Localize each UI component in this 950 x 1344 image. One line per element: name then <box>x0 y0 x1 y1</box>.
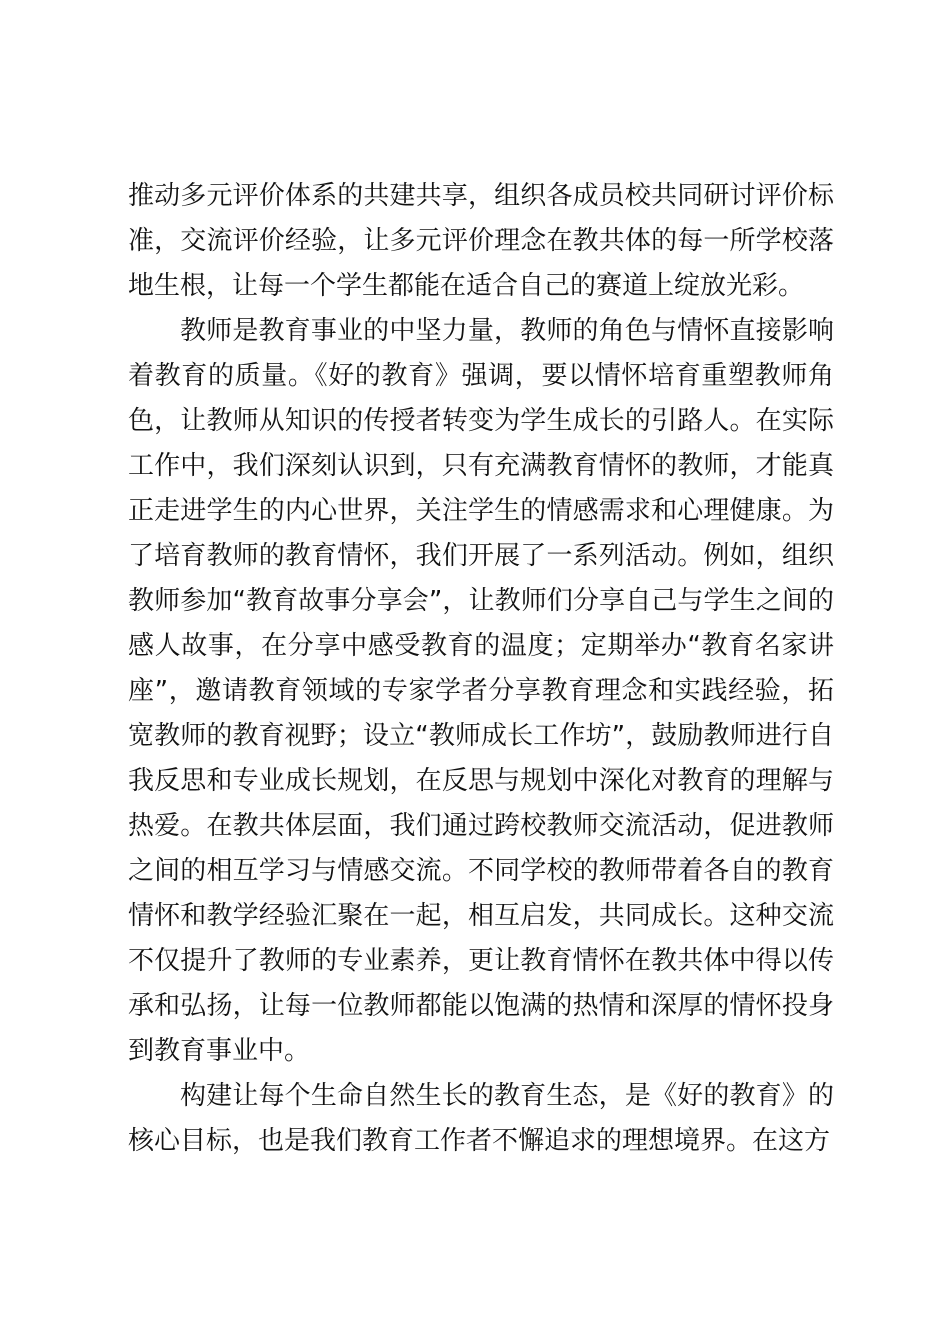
paragraph-continued: 推动多元评价体系的共建共享，组织各成员校共同研讨评价标准，交流评价经验，让多元评价理念在教共体的每一所学校落地生根，让每一个学生都能在适合自己的赛道上绽放光彩。 <box>128 181 834 301</box>
body-text <box>128 174 834 1164</box>
paragraph-teacher-role: 教师是教育事业的中坚力量，教师的角色与情怀直接影响着教育的质量。《好的教育》强调，要以情怀培育重塑教师角色，让教师从知识的传授者转变为学生成长的引路人。在实际工作中，我们深刻认识到，只有充满教育情怀的教师，才能真正走进学生的内心世界，关注学生的情感需求和心理健康。为了培育教师的教育情怀，我们开展了一系列活动。例如，组织教师参加“教育故事分享会”，让教师们分享自己与学生之间的感人故事，在分享中感受教育的温度；定期举办“教育名家讲座”，邀请教育领域的专家学者分享教育理念和实践经验，拓宽教师的教育视野；设立“教师成长工作坊”，鼓励教师进行自我反思和专业成长规划，在反思与规划中深化对教育的理解与热爱。在教共体层面，我们通过跨校教师交流活动，促进教师之间的相互学习与情感交流。不同学校的教师带着各自的教育情怀和教学经验汇聚在一起，相互启发，共同成长。这种交流不仅提升了教师的专业素养，更让教育情怀在教共体中得以传承和弘扬，让每一位教师都能以饱满的热情和深厚的情怀投身到教育事业中。 <box>128 316 834 1066</box>
paragraph-education-ecology: 构建让每个生命自然生长的教育生态，是《好的教育》的核心目标，也是我们教育工作者不懈追求的理想境界。在这方 <box>128 1081 834 1156</box>
